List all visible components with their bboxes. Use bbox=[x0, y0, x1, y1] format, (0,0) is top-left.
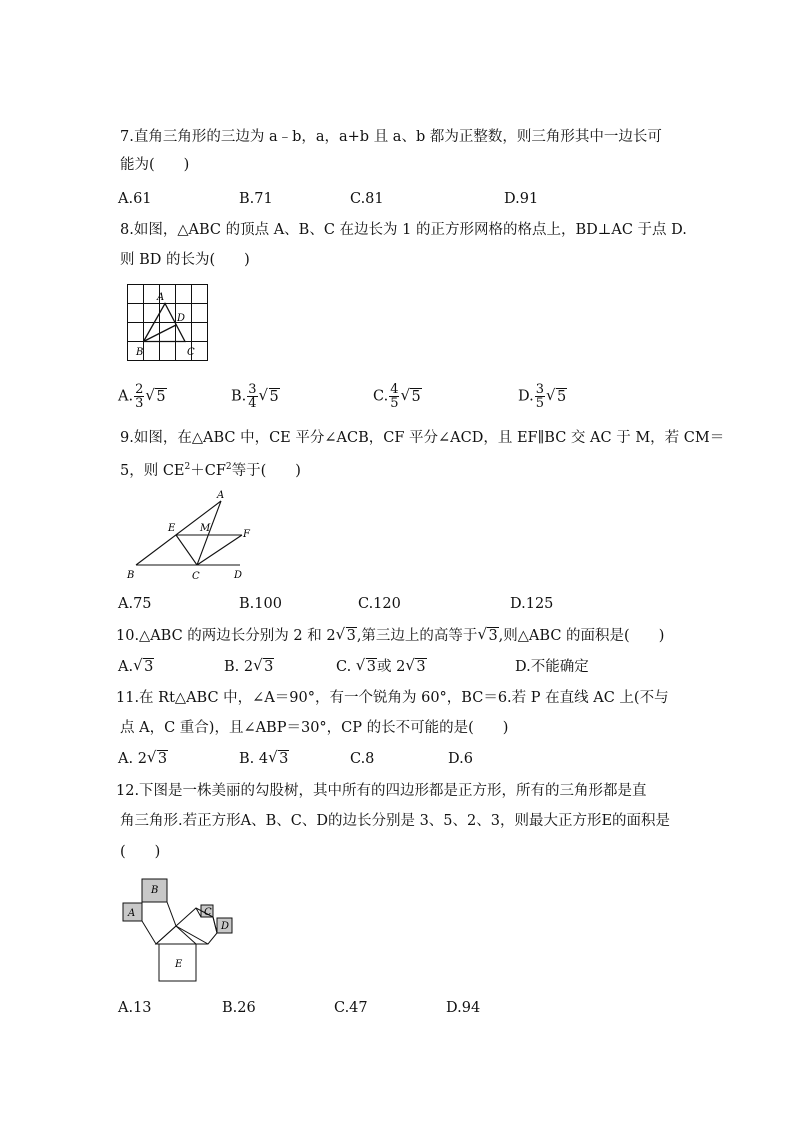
q9-option-b: B.100 bbox=[239, 596, 282, 612]
q9-label-b: B bbox=[127, 570, 135, 581]
q10-stem: 10.△ABC 的两边长分别为 2 和 2√ 3,第三边上的高等于√ 3,则△ABC 的面积是( ) bbox=[116, 626, 664, 646]
q9-label-m: M bbox=[200, 523, 211, 534]
q11-option-a: A. 2√ 3 bbox=[118, 749, 168, 769]
q11-option-c: C.8 bbox=[350, 751, 375, 767]
q12-stem-line3: ( ) bbox=[120, 844, 161, 860]
q12-option-a: A.13 bbox=[118, 1000, 152, 1016]
q9-option-c: C.120 bbox=[358, 596, 401, 612]
q9-stem-line2: 5，则 $CE^2+CF^2$等于( ) bbox=[120, 462, 301, 479]
q10-option-c: C. √ 3或 2√ 3 bbox=[336, 657, 427, 677]
q8-option-d: D. $\frac{3}{5}$ √ 5 bbox=[518, 383, 567, 410]
q12-option-b: B.26 bbox=[222, 1000, 256, 1016]
q12-label-c: C bbox=[204, 907, 212, 918]
q8-stem-line2: 则 BD 的长为( ) bbox=[120, 252, 250, 268]
q7-option-c: C.81 bbox=[350, 191, 384, 207]
q9-label-f: F bbox=[243, 529, 250, 540]
q8-option-b: B. $\frac{3}{4}$ √ 5 bbox=[231, 383, 280, 410]
q8-option-a: A. $\frac{2}{3}$ √ 5 bbox=[118, 383, 167, 410]
q9-stem-line1: 9.如图，在△ABC 中，CE 平分∠ACB，CF 平分∠ACD，且 EF∥BC 交 AC 于 M，若 CM＝ bbox=[120, 430, 725, 446]
q11-option-b: B. 4√ 3 bbox=[239, 749, 289, 769]
q10-option-b: B. 2√ 3 bbox=[224, 657, 274, 677]
q9-label-e: E bbox=[168, 523, 176, 534]
q9-option-d: D.125 bbox=[510, 596, 554, 612]
q7-stem-line1: 7.直角三角形的三边为 a﹣b，a，a+b 且 a、b 都为正整数，则三角形其中一边长可 bbox=[120, 129, 662, 145]
q11-stem-line2: 点 A，C 重合)，且∠ABP＝30°，CP 的长不可能的是( ) bbox=[120, 720, 509, 736]
q8-label-a: A bbox=[157, 292, 165, 303]
q11-option-d: D.6 bbox=[448, 751, 473, 767]
q8-grid-figure bbox=[127, 284, 209, 362]
q9-label-c: C bbox=[192, 571, 200, 582]
q8-label-d: D bbox=[177, 313, 186, 324]
q7-stem-line2: 能为( ) bbox=[120, 157, 190, 173]
q7-option-d: D.91 bbox=[504, 191, 539, 207]
q12-option-d: D.94 bbox=[446, 1000, 481, 1016]
q8-option-c: C. $\frac{4}{5}$ √ 5 bbox=[373, 383, 422, 410]
q10-option-d: D.不能确定 bbox=[515, 659, 589, 675]
q12-option-c: C.47 bbox=[334, 1000, 368, 1016]
q10-option-a: A.√ 3 bbox=[118, 657, 154, 677]
q12-stem-line2: 角三角形.若正方形A、B、C、D的边长分别是 3、5、2、3，则最大正方形E的面积是 bbox=[120, 813, 671, 829]
q8-label-c: C bbox=[187, 347, 195, 358]
q12-stem-line1: 12.下图是一株美丽的勾股树，其中所有的四边形都是正方形，所有的三角形都是直 bbox=[116, 783, 647, 799]
q8-label-b: B bbox=[136, 347, 144, 358]
q9-option-a: A.75 bbox=[118, 596, 152, 612]
q8-stem-line1: 8.如图，△ABC 的顶点 A、B、C 在边长为 1 的正方形网格的格点上，BD⊥AC 于点 D. bbox=[120, 222, 687, 238]
q7-option-a: A.61 bbox=[118, 191, 152, 207]
q9-triangle-figure bbox=[124, 488, 264, 584]
q11-stem-line1: 11.在 Rt△ABC 中，∠A＝90°，有一个锐角为 60°，BC＝6.若 P 在直线 AC 上(不与 bbox=[116, 690, 669, 706]
q12-pythagoras-tree-figure bbox=[120, 876, 236, 986]
q12-label-a: A bbox=[128, 908, 136, 919]
q12-label-e: E bbox=[175, 959, 183, 970]
q9-label-d: D bbox=[234, 570, 243, 581]
q9-label-a: A bbox=[217, 490, 225, 501]
q12-label-b: B bbox=[151, 885, 159, 896]
q12-label-d: D bbox=[221, 921, 230, 932]
q7-option-b: B.71 bbox=[239, 191, 273, 207]
